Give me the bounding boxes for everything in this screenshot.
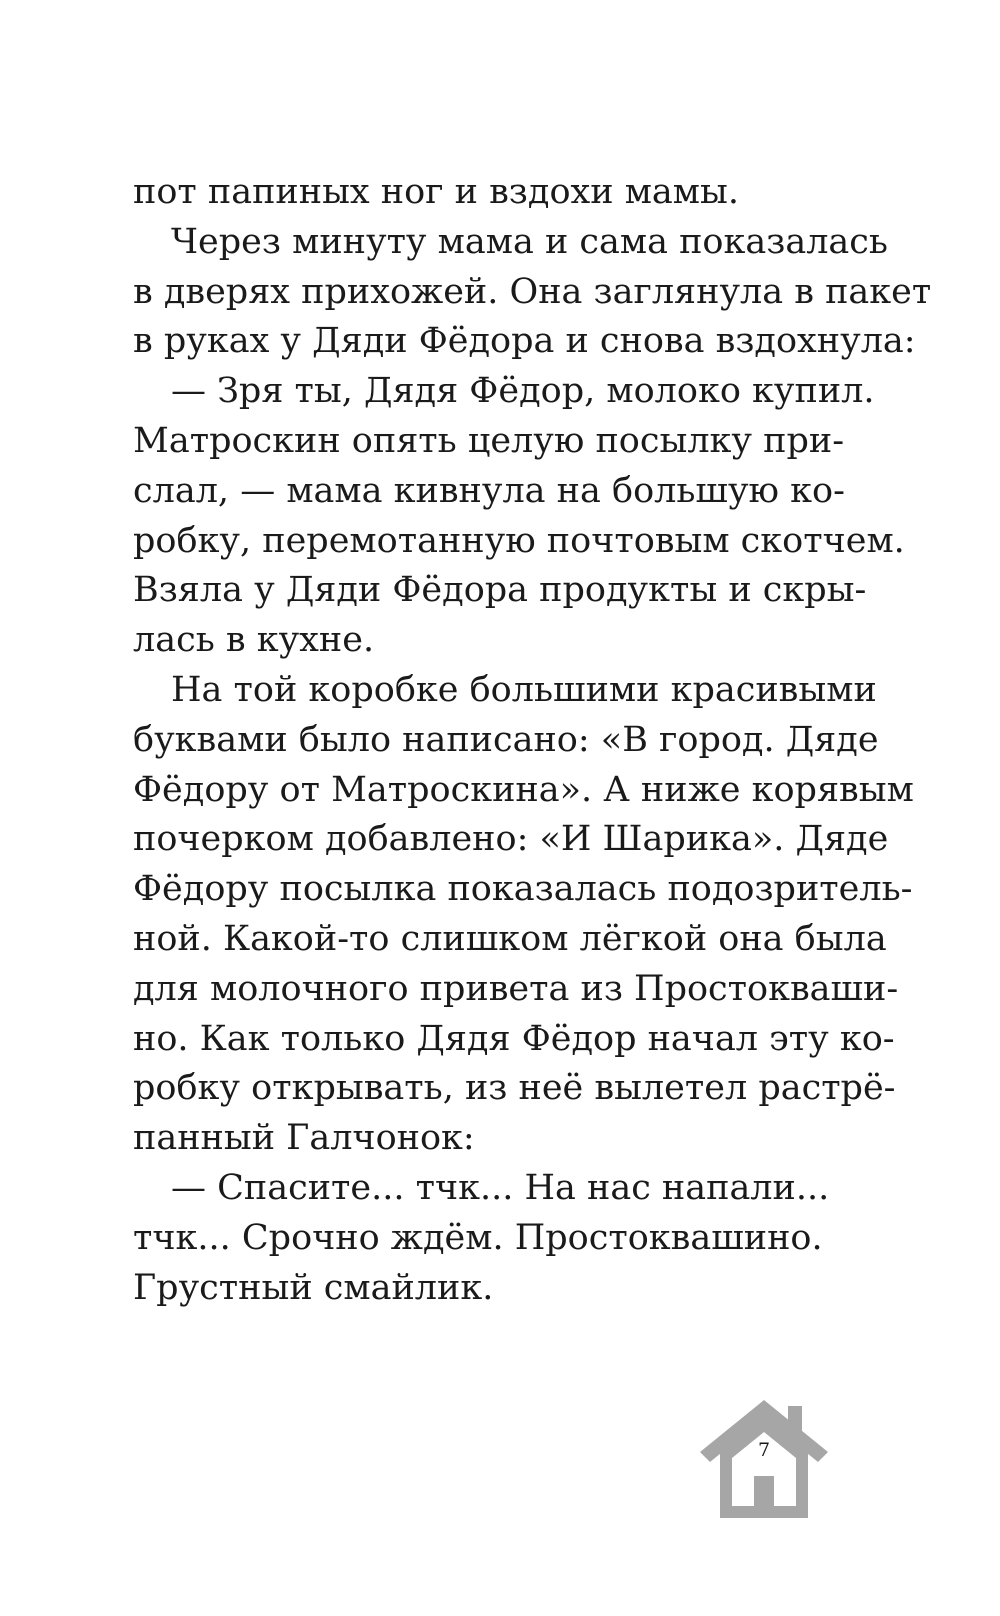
text-line: робку открывать, из неё вылетел растрё- [133,1068,896,1109]
text-line: тчк... Срочно ждём. Простоквашино. [133,1217,823,1258]
text-line: На той коробке большими красивыми [171,669,877,710]
text-line: в дверях прихожей. Она заглянула в пакет [133,271,932,312]
text-line: Взяла у Дяди Фёдора продукты и скры- [133,570,867,611]
text-line: — Зря ты, Дядя Фёдор, молоко купил. [171,371,875,412]
text-line: пот папиных ног и вздохи мамы. [133,172,740,212]
text-line: робку, перемотанную почтовым скотчем. [133,520,905,561]
text-line: слал, — мама кивнула на большую ко- [133,470,845,511]
text-line: Фёдору посылка показалась подозритель- [133,869,913,910]
text-line: ной. Какой-то слишком лёгкой она была [133,918,887,959]
text-line: Грустный смайлик. [133,1267,494,1308]
text-line: почерком добавлено: «И Шарика». Дяде [133,819,889,860]
page-body-text [133,168,932,1313]
text-line: но. Как только Дядя Фёдор начал эту ко- [133,1018,895,1059]
text-line: Фёдору от Матроскина». А ниже корявым [133,769,914,810]
text-line: для молочного привета из Простокваши- [133,968,899,1009]
page-number: 7 [757,1439,771,1461]
text-line: Матроскин опять целую посылку при- [133,420,845,461]
text-line: лась в кухне. [133,620,375,661]
text-line: буквами было написано: «В город. Дяде [133,719,879,760]
text-line: в руках у Дяди Фёдора и снова вздохнула: [133,321,916,362]
text-line: панный Галчонок: [133,1118,475,1159]
text-line: Через минуту мама и сама показалась [171,221,888,262]
text-line: — Спасите... тчк... На нас напали... [171,1167,830,1208]
house-door [754,1476,774,1508]
